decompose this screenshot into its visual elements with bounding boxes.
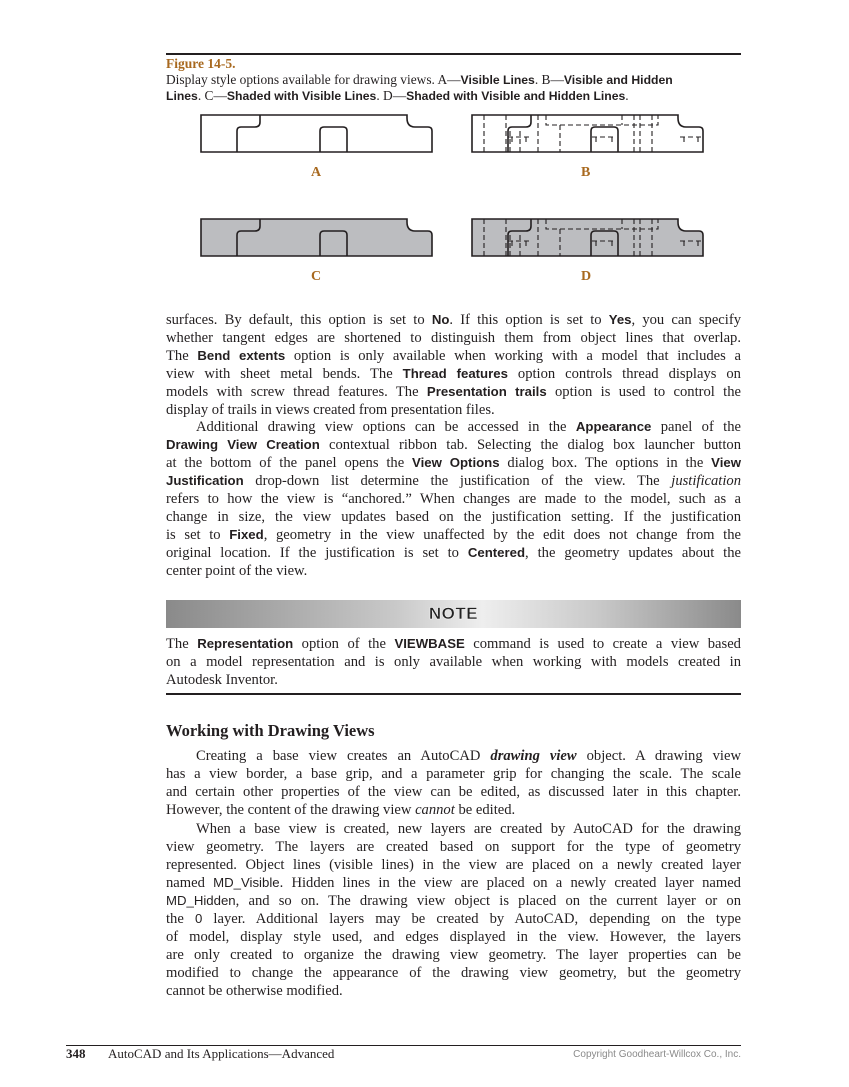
text-line — [166, 454, 741, 472]
label-d: D — [581, 269, 592, 284]
text-line — [166, 910, 741, 928]
text-line — [166, 329, 741, 347]
text-run: . If this option is set to — [449, 312, 609, 328]
caption-run: Visible Lines — [460, 73, 535, 87]
ui-term: VIEWBASE — [394, 636, 465, 651]
label-a: A — [311, 165, 322, 180]
ui-term: Centered — [467, 545, 526, 560]
note-bottom-rule — [166, 693, 741, 695]
text-line — [166, 526, 741, 544]
layer-name: MD_Hidden — [166, 893, 236, 908]
ui-term: No — [431, 312, 450, 327]
ui-term: Bend extents — [197, 348, 286, 363]
copyright: Copyright Goodheart-Willcox Co., Inc. — [573, 1049, 741, 1060]
text-run: at the bottom of the panel opens the — [166, 455, 413, 471]
text-line — [166, 562, 741, 580]
text-run: Autodesk Inventor. — [166, 672, 278, 688]
ui-term: Appearance — [575, 419, 652, 434]
caption-run: Display style options available for drawing views. A— — [166, 72, 461, 87]
caption-run: Lines — [166, 89, 198, 103]
ui-term: View Options — [412, 455, 500, 470]
text-run: panel of the — [651, 419, 741, 435]
ui-term: Fixed — [229, 527, 264, 542]
text-run: Creating a base view creates an AutoCAD — [196, 748, 491, 764]
view-d-shaded-visible-hidden — [472, 219, 703, 256]
text-run: , you can specify — [631, 312, 741, 328]
text-line — [166, 383, 741, 401]
text-run: However, the content of the drawing view — [166, 802, 416, 818]
text-run: are only created to organize the drawing view geometry. The layer properties can be — [166, 947, 741, 963]
text-run: The — [166, 348, 198, 364]
text-run: When a base view is created, new layers are created by AutoCAD for the drawing — [196, 821, 741, 837]
text-line — [166, 436, 741, 454]
text-run: change in size, the view updates based on the justification setting. If the justification — [166, 509, 741, 525]
caption-run: Shaded with Visible and Hidden Lines — [406, 89, 626, 103]
caption-run: Visible and Hidden — [563, 73, 673, 87]
label-b: B — [581, 165, 591, 180]
text-run: drop-down list determine the justification of the view. The — [243, 473, 672, 489]
text-line — [166, 747, 741, 765]
text-line — [166, 928, 741, 946]
layer-name: 0 — [194, 911, 203, 926]
text-run: Additional drawing view options can be accessed in the — [196, 419, 576, 435]
text-run: on a model representation and is only available when working with models created in — [166, 654, 741, 670]
ui-term: Thread features — [402, 366, 508, 381]
text-run: models with screw thread features. The — [166, 384, 427, 400]
text-run: surfaces. By default, this option is set to — [166, 312, 432, 328]
ui-term: Presentation trails — [426, 384, 547, 399]
page-number: 348 — [66, 1046, 86, 1061]
text-run: object. A drawing view — [576, 748, 741, 764]
text-run: original location. If the justification is set to — [166, 545, 468, 561]
caption-run: . B— — [534, 72, 564, 87]
note-text — [166, 635, 741, 689]
text-run: command is used to create a view based — [464, 636, 741, 652]
text-run: layer. Additional layers may be created by AutoCAD, depending on the type — [202, 911, 741, 927]
text-line — [166, 820, 741, 838]
text-run: , geometry in the view unaffected by the edit does not change from the — [263, 527, 741, 543]
text-line — [166, 490, 741, 508]
layer-name: MD_Visible — [213, 875, 280, 890]
section-heading: Working with Drawing Views — [166, 721, 375, 740]
text-run: view geometry. The layers are created based on support for the type of geometry — [166, 839, 741, 855]
text-run: is set to — [166, 527, 230, 543]
ui-term: View — [711, 455, 741, 470]
text-run: the — [166, 911, 195, 927]
ui-term: Representation — [197, 636, 294, 651]
text-run: of model, display style used, and edges displayed in the view. However, the layers — [166, 929, 741, 945]
text-run: whether tangent edges are shortened to distinguish them from object lines that overlap. — [166, 330, 741, 346]
body-paragraph — [166, 418, 741, 580]
figure-title: Figure 14-5. — [166, 56, 236, 71]
text-line — [166, 418, 741, 436]
text-line — [166, 635, 741, 653]
text-line — [166, 801, 741, 819]
text-run: and certain other properties of the view can be edited, as discussed later in this chapter. — [166, 784, 741, 800]
note-title: NOTE — [428, 604, 479, 623]
text-line — [166, 765, 741, 783]
view-c-shaded-visible — [201, 219, 432, 256]
text-run: option of the — [293, 636, 395, 652]
label-c: C — [311, 269, 322, 284]
text-run: cannot be otherwise modified. — [166, 983, 343, 999]
text-run: cannot — [415, 802, 455, 818]
text-line — [166, 892, 741, 910]
text-run: , the geometry updates about the — [525, 545, 741, 561]
text-line — [166, 838, 741, 856]
caption-run: Shaded with Visible Lines — [226, 89, 377, 103]
text-line — [166, 964, 741, 982]
text-run: justification — [671, 473, 741, 489]
text-line — [166, 982, 741, 1000]
section-paragraph — [166, 747, 741, 819]
text-line — [166, 856, 741, 874]
text-run: display of trails in views created from presentation files. — [166, 402, 495, 418]
text-run: The — [166, 636, 198, 652]
text-line — [166, 946, 741, 964]
text-run: named — [166, 875, 214, 891]
text-run: , and so on. The drawing view object is placed on the current layer or on — [235, 893, 741, 909]
text-line — [166, 401, 741, 419]
text-run: represented. Object lines (visible lines) in the view are placed on a newly created layer — [166, 857, 741, 873]
text-run: has a view border, a base grip, and a parameter grip for changing the scale. The scale — [166, 766, 741, 782]
book-title: AutoCAD and Its Applications—Advanced — [108, 1046, 335, 1061]
text-line — [166, 508, 741, 526]
caption-run: . D— — [376, 88, 407, 103]
text-line — [166, 544, 741, 562]
caption-run: . — [625, 88, 629, 103]
ui-term: Yes — [608, 312, 632, 327]
text-run: be edited. — [454, 802, 516, 818]
text-line — [166, 783, 741, 801]
text-run: modified to change the appearance of the drawing view geometry, but the geometry — [166, 965, 741, 981]
text-line — [166, 671, 741, 689]
caption-run: . C— — [197, 88, 227, 103]
text-run: drawing view — [490, 748, 577, 764]
note-header — [166, 600, 741, 628]
view-a-visible-lines — [201, 115, 432, 152]
section-paragraph — [166, 820, 741, 1000]
text-line — [166, 653, 741, 671]
text-line — [166, 472, 741, 490]
ui-term: Drawing View Creation — [166, 437, 320, 452]
text-run: . Hidden lines in the view are placed on a newly created layer named — [279, 875, 741, 891]
text-run: option is used to control the — [546, 384, 741, 400]
ui-term: Justification — [166, 473, 244, 488]
text-run: option is only available when working with a model that includes a — [285, 348, 741, 364]
text-line — [166, 347, 741, 365]
figure-drawings — [0, 0, 849, 300]
text-line — [166, 874, 741, 892]
view-b-visible-hidden-lines — [472, 115, 703, 152]
text-run: contextual ribbon tab. Selecting the dialog box launcher button — [319, 437, 741, 453]
text-line — [166, 365, 741, 383]
text-line — [166, 311, 741, 329]
text-run: dialog box. The options in the — [499, 455, 712, 471]
text-run: center point of the view. — [166, 563, 308, 579]
text-run: view with sheet metal bends. The — [166, 366, 403, 382]
text-run: option controls thread displays on — [507, 366, 741, 382]
body-paragraph — [166, 311, 741, 419]
text-run: refers to how the view is “anchored.” When changes are made to the model, such as a — [166, 491, 741, 507]
